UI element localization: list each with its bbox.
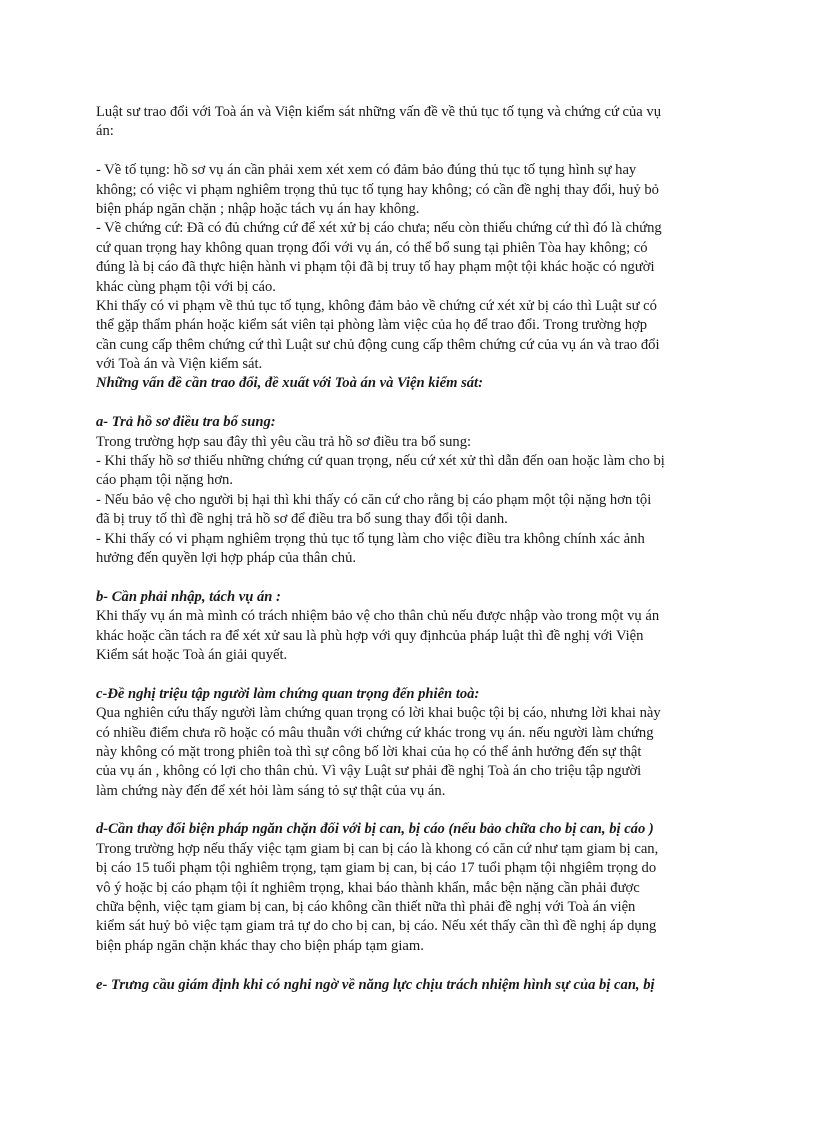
text-line: cứ quan trọng hay không quan trọng đối với vụ án, có thể bổ sung tại phiên Tòa hay không; có	[96, 239, 648, 256]
text-line: biện pháp ngăn chặn ; nhập hoặc tách vụ án hay không.	[96, 200, 420, 217]
text-line: của vụ án , không có lợi cho thân chủ. Vì vậy Luật sư phải đề nghị Toà án cho triệu tập người	[96, 763, 642, 780]
text-line: khác cùng phạm tội với bị cáo.	[96, 278, 276, 295]
text-line: kiểm sát huỷ bỏ việc tạm giam trả tự do cho bị can, bị cáo. Nếu xét thấy cần thì đề nghị áp dụng	[96, 918, 657, 935]
text-line: biện pháp ngăn chặn khác thay cho biện pháp tạm giam.	[96, 937, 424, 954]
text-line: bị cáo 15 tuổi phạm tội nghiêm trọng, tạm giam bị can, bị cáo 17 tuổi phạm tội nhgiêm trọng do	[96, 860, 657, 877]
text-line: - Về chứng cứ: Đã có đủ chứng cứ để xét xử bị cáo chưa; nếu còn thiếu chứng cứ thì đó là chứng	[96, 220, 662, 237]
text-line: vô ý hoặc bị cáo phạm tội ít nghiêm trọng, khai báo thành khẩn, mắc bện nặng cần phải được	[96, 879, 640, 896]
blank-line	[96, 801, 724, 820]
blank-line	[96, 394, 724, 413]
text-line: thể gặp thẩm phán hoặc kiểm sát viên tại phòng làm việc của họ để trao đổi. Trong trường hợp	[96, 317, 648, 334]
text-line: có nhiều điểm chưa rõ hoặc có mâu thuẫn với chứng cứ khác trong vụ án. nếu người làm chứng	[96, 724, 654, 741]
blank-line	[96, 956, 724, 975]
text-line: này không có mặt trong phiên toà thì sự công bố lời khai của họ có thể ảnh hưởng đến sự thật	[96, 743, 642, 760]
text-line: - Về tố tụng: hồ sơ vụ án cần phải xem xét xem có đảm bảo đúng thủ tục tố tụng hình sự hay	[96, 162, 637, 179]
section-heading: b- Cần phải nhập, tách vụ án :	[96, 588, 281, 605]
section-heading: d-Cần thay đổi biện pháp ngăn chặn đối với bị can, bị cáo (nếu bảo chữa cho bị can, bị cáo )	[96, 821, 654, 838]
text-line: khác hoặc cần tách ra để xét xử sau là phù hợp với quy địnhcủa pháp luật thì đề nghị với Viện	[96, 627, 644, 644]
text-line: Trong trường hợp nếu thấy việc tạm giam bị can bị cáo là khong có căn cứ như tạm giam bị can,	[96, 840, 659, 857]
text-line: làm chứng này đến để xét hỏi làm sáng tỏ sự thật của vụ án.	[96, 782, 446, 799]
text-line: - Khi thấy hồ sơ thiếu những chứng cứ quan trọng, nếu cứ xét xử thì dẫn đến oan hoặc làm cho bị	[96, 453, 665, 470]
section-heading: Những vấn đề cần trao đổi, đề xuất với Toà án và Viện kiểm sát:	[96, 375, 483, 392]
text-line: Trong trường hợp sau đây thì yêu cầu trả hồ sơ điều tra bổ sung:	[96, 433, 472, 450]
text-line: - Nếu bảo vệ cho người bị hại thì khi thấy có căn cứ cho rằng bị cáo phạm một tội nặng hơn tội	[96, 491, 652, 508]
text-line: hưởng đến quyền lợi hợp pháp của thân chủ.	[96, 549, 357, 566]
text-line: Kiểm sát hoặc Toà án giải quyết.	[96, 646, 288, 663]
text-line: Khi thấy có vi phạm về thủ tục tố tụng, không đảm bảo về chứng cứ xét xử bị cáo thì Luật sư có	[96, 297, 657, 314]
section-heading: e- Trưng cầu giám định khi có nghi ngờ về năng lực chịu trách nhiệm hình sự của bị can, bị	[96, 976, 655, 993]
blank-line	[96, 142, 724, 161]
section-heading: c-Đề nghị triệu tập người làm chứng quan trọng đến phiên toà:	[96, 685, 480, 702]
document-page	[96, 103, 724, 995]
text-line: Khi thấy vụ án mà mình có trách nhiệm bảo vệ cho thân chủ nếu được nhập vào trong một vụ án	[96, 608, 660, 625]
text-line: chữa bệnh, việc tạm giam bị can, bị cáo không cần thiết nữa thì phải đề nghị với Toà án viện	[96, 899, 636, 916]
section-heading: a- Trả hồ sơ điều tra bổ sung:	[96, 414, 276, 431]
text-line: Luật sư trao đổi với Toà án và Viện kiểm sát những vấn đề về thủ tục tố tụng và chứng cứ của vụ	[96, 104, 662, 120]
blank-line	[96, 568, 724, 587]
blank-line	[96, 665, 724, 684]
text-line: với Toà án và Viện kiểm sát.	[96, 356, 263, 373]
text-line: cáo phạm tội nặng hơn.	[96, 472, 234, 489]
text-line: đã bị truy tố thì đề nghị trả hồ sơ để điều tra bổ sung thay đổi tội danh.	[96, 511, 508, 528]
text-line: không; có việc vi phạm nghiêm trọng thủ tục tố tụng hay không; có cần đề nghị thay đổi, huỷ bỏ	[96, 181, 659, 198]
text-line: đúng là bị cáo đã thực hiện hành vi phạm tội đã bị truy tố hay phạm một tội khác hoặc có người	[96, 259, 655, 276]
text-line: cần cung cấp thêm chứng cứ thì Luật sư chủ động cung cấp thêm chứng cứ của vụ án và trao đổi	[96, 336, 660, 353]
text-line: án:	[96, 123, 114, 140]
text-line: - Khi thấy có vi phạm nghiêm trọng thủ tục tố tụng làm cho việc điều tra không chính xác ảnh	[96, 530, 645, 547]
text-line: Qua nghiên cứu thấy người làm chứng quan trọng có lời khai buộc tội bị cáo, nhưng lời khai này	[96, 705, 661, 722]
